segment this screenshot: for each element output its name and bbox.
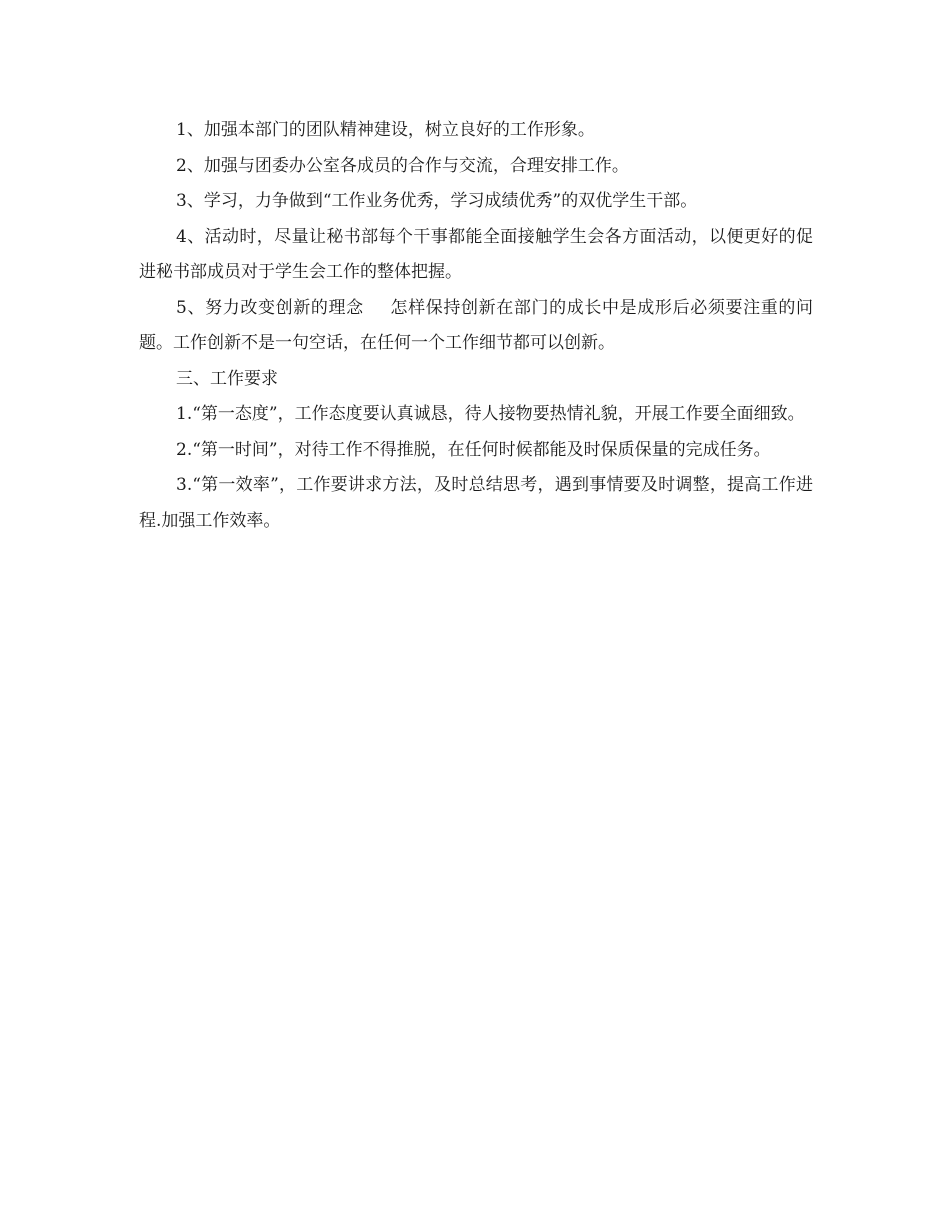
paragraph-lead: 5、努力改变创新的理念 xyxy=(176,297,364,318)
paragraph-text: 4、活动时，尽量让秘书部每个干事都能全面接触学生会各方面活动，以便更好的促进秘书部成员对于学生会工作的整体把握。 xyxy=(139,226,813,282)
paragraph-goal-3 xyxy=(139,184,813,220)
paragraph-text: 怎样保持创新在部门的成长中是成形后必须要注重的问题。工作创新不是一句空话，在任何一个工作细节都可以创新。 xyxy=(139,297,813,353)
section-heading-work-requirements xyxy=(139,362,813,398)
heading-text: 三、工作要求 xyxy=(176,368,278,389)
paragraph-text: 3、学习，力争做到“工作业务优秀，学习成绩优秀”的双优学生干部。 xyxy=(176,191,698,211)
paragraph-goal-2 xyxy=(139,149,813,185)
paragraph-text: 3.“第一效率”，工作要讲求方法，及时总结思考，遇到事情要及时调整，提高工作进程.加强工作效率。 xyxy=(139,475,813,531)
document-body xyxy=(139,113,813,539)
paragraph-text: 1、加强本部门的团队精神建设，树立良好的工作形象。 xyxy=(176,120,595,140)
paragraph-text: 2、加强与团委办公室各成员的合作与交流，合理安排工作。 xyxy=(176,155,629,176)
paragraph-requirement-2 xyxy=(139,433,813,469)
paragraph-requirement-3 xyxy=(139,468,813,539)
paragraph-text: 2.“第一时间”，对待工作不得推脱，在任何时候都能及时保质保量的完成任务。 xyxy=(176,439,771,460)
paragraph-goal-1 xyxy=(139,113,813,149)
paragraph-goal-4 xyxy=(139,220,813,291)
paragraph-goal-5 xyxy=(139,291,813,362)
paragraph-text: 1.“第一态度”，工作态度要认真诚恳，待人接物要热情礼貌，开展工作要全面细致。 xyxy=(176,404,805,424)
paragraph-requirement-1 xyxy=(139,397,813,433)
